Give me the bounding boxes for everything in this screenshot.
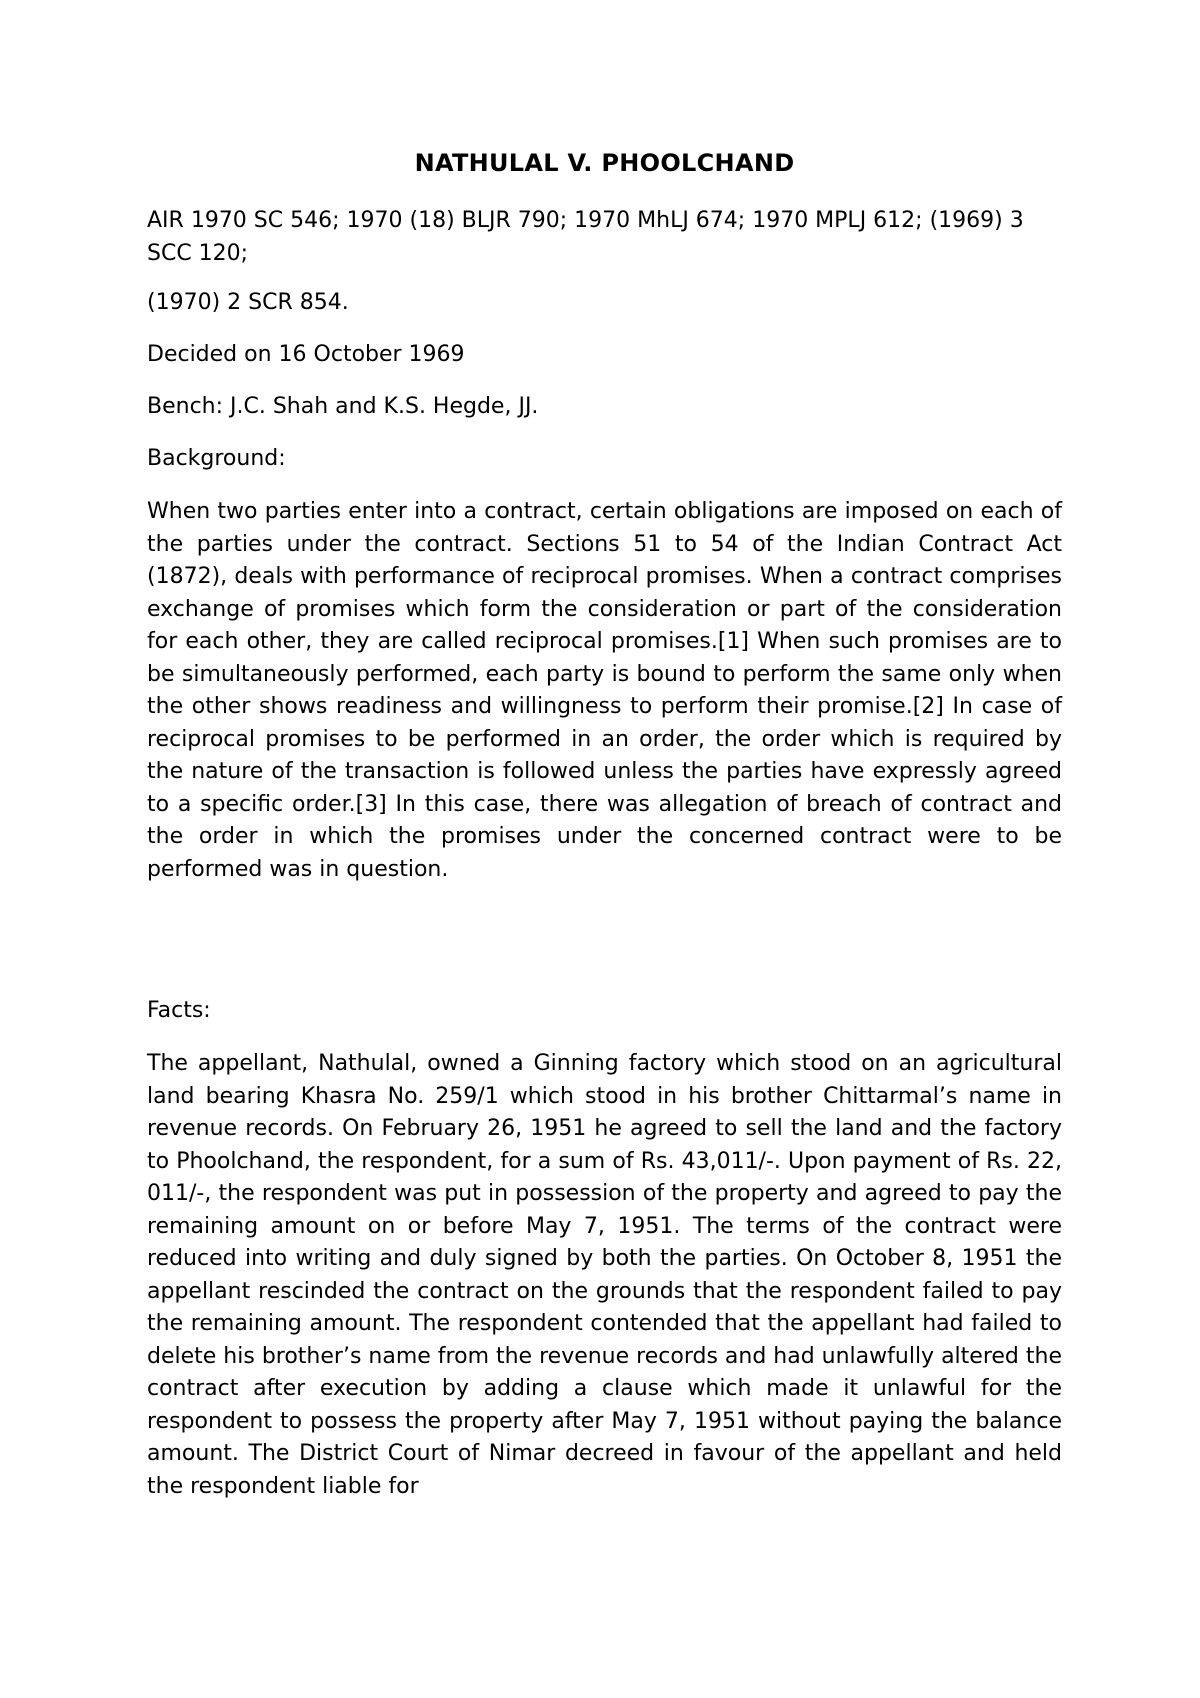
citations-line: AIR 1970 SC 546; 1970 (18) BLJR 790; 1970 MhLJ 674; 1970 MPLJ 612; (1969) 3 SCC 120; — [147, 208, 1024, 266]
scr-citation: (1970) 2 SCR 854. — [147, 290, 349, 315]
background-heading: Background: — [147, 446, 286, 471]
background-paragraph: When two parties enter into a contract, certain obligations are imposed on each of the parties under the contract. Sections 51 to 54 of the Indian Contract Act (1872), deals with performance of reciprocal promises. When a contract comprises exchange of promises which form the consideration or part of the consideration for each other, they are called reciprocal promises.[1] When such promises are to be simultaneously performed, each party is bound to perform the same only when the other shows readiness and willingness to perform their promise.[2] In case of reciprocal promises to be performed in an order, the order which is required by the nature of the transaction is followed unless the parties have expressly agreed to a specific order.[3] In this case, there was allegation of breach of contract and the order in which the promises under the concerned contract were to be performed was in question. — [147, 499, 1062, 882]
facts-heading: Facts: — [147, 998, 211, 1023]
document-title: NATHULAL V. PHOOLCHAND — [414, 149, 795, 177]
decided-date: Decided on 16 October 1969 — [147, 342, 465, 367]
bench-line: Bench: J.C. Shah and K.S. Hegde, JJ. — [147, 394, 539, 419]
facts-paragraph: The appellant, Nathulal, owned a Ginning factory which stood on an agricultural land bearing Khasra No. 259/1 which stood in his brother Chittarmal’s name in revenue records. On February 26, 1951 he agreed to sell the land and the factory to Phoolchand, the respondent, for a sum of Rs. 43,011/-. Upon payment of Rs. 22, 011/-, the respondent was put in possession of the property and agreed to pay the remaining amount on or before May 7, 1951. The terms of the contract were reduced into writing and duly signed by both the parties. On October 8, 1951 the appellant rescinded the contract on the grounds that the respondent failed to pay the remaining amount. The respondent contended that the appellant had failed to delete his brother’s name from the revenue records and had unlawfully altered the contract after execution by adding a clause which made it unlawful for the respondent to possess the property after May 7, 1951 without paying the balance amount. The District Court of Nimar decreed in favour of the appellant and held the respondent liable for — [147, 1051, 1062, 1499]
